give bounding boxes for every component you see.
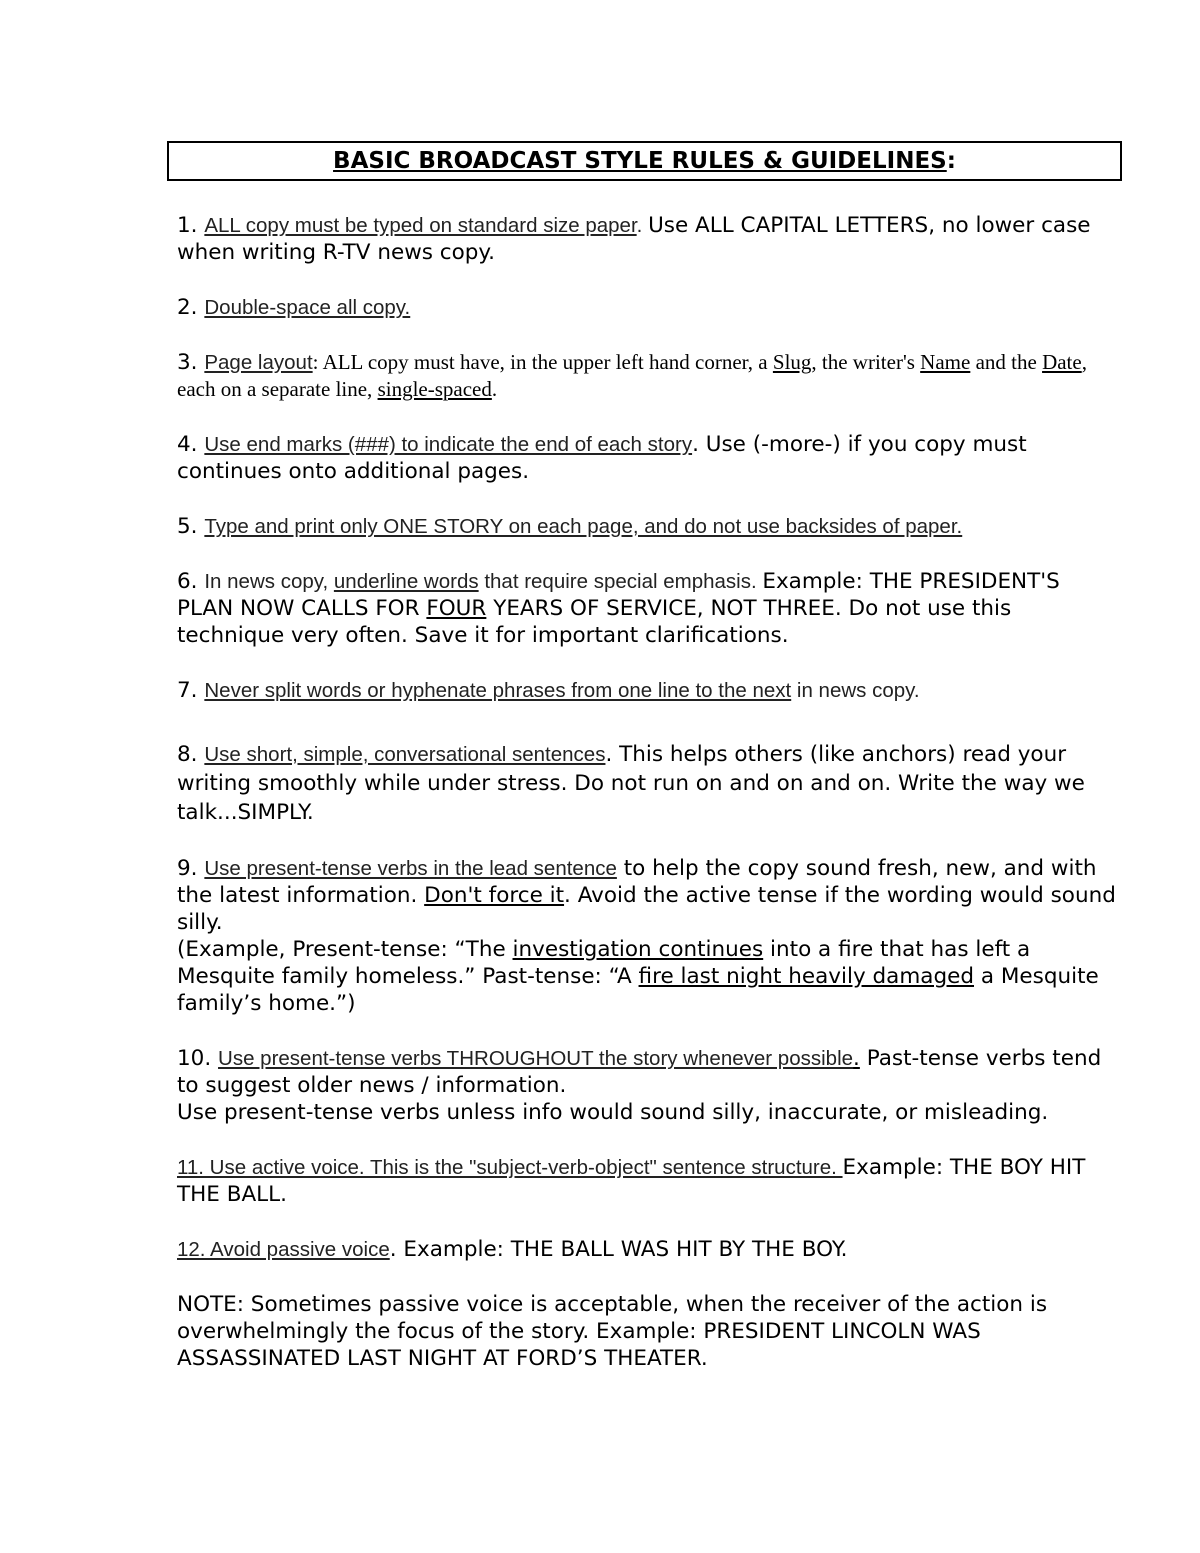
rule-10 — [177, 1045, 1117, 1126]
rule-text: and the — [970, 350, 1043, 374]
rule-number: 9. — [177, 856, 205, 881]
rule-detail: YEARS OF SERVICE, NOT THREE. Do not use this technique very often. Save it for important clarifications. — [177, 596, 1012, 648]
rule-text: , the writer's — [811, 350, 921, 374]
title-text: BASIC BROADCAST STYLE RULES & GUIDELINES — [333, 148, 947, 174]
example-emphasis: fire last night heavily damaged — [638, 964, 974, 989]
slug-term: Slug — [772, 350, 812, 374]
name-term: Name — [920, 350, 971, 374]
rule-detail: . Avoid the active tense if the wording would sound silly. — [177, 883, 1116, 935]
rule-text: . — [636, 214, 649, 237]
rule-heading: 12. Avoid passive voice — [177, 1238, 390, 1261]
rule-3 — [177, 349, 1117, 403]
rule-2 — [177, 294, 1117, 321]
title-colon: : — [946, 148, 956, 174]
rule-6 — [177, 568, 1117, 649]
rule-detail: Past-tense verbs tend to suggest older news / information. — [177, 1046, 1102, 1098]
example-text: into a fire that has left a Mesquite family homeless.” Past-tense: “A — [177, 937, 1031, 989]
rule-detail: Example: THE BOY HIT THE BALL. — [177, 1155, 1086, 1207]
date-term: Date — [1042, 350, 1082, 374]
rule-detail: . Use (-more-) if you copy must continues onto additional pages. — [177, 432, 1027, 484]
rule-heading: underline words — [333, 570, 479, 593]
rule-5 — [177, 513, 1117, 540]
rule-text: , each on a separate line, — [177, 350, 1087, 401]
rule-1 — [177, 212, 1117, 266]
rule-8 — [177, 740, 1117, 827]
rule-detail: . This helps others (like anchors) read your writing smoothly while under stress. Do not run on and on and on. Write the way we talk...SIMPLY. — [177, 742, 1085, 825]
rule-heading: 11. Use active voice. This is the "subject-verb-object" sentence structure. — [177, 1156, 843, 1179]
emphasis-word: FOUR — [426, 596, 487, 621]
rule-text: in news copy. — [791, 679, 920, 702]
rule-number: 7. — [177, 678, 205, 703]
rule-heading: Use end marks (###) to indicate the end of each story — [204, 433, 693, 456]
rule-11 — [177, 1154, 1117, 1208]
page-title — [167, 141, 1122, 181]
rule-heading: Double-space all copy. — [204, 296, 411, 319]
rule-detail: Example: THE PRESIDENT'S PLAN NOW CALLS FOR — [177, 569, 1060, 621]
rule-detail: Use present-tense verbs unless info would sound silly, inaccurate, or misleading. — [177, 1100, 1049, 1125]
rule-number: 8. — [177, 742, 205, 767]
example-text: a Mesquite family’s home.”) — [177, 964, 1099, 1016]
rule-number: 6. — [177, 569, 205, 594]
rule-number: 5. — [177, 514, 205, 539]
rule-number: 3. — [177, 350, 205, 375]
rule-text: : ALL copy must have, in the upper left hand corner, a — [312, 350, 773, 374]
rule-heading: Type and print only ONE STORY on each page, and do not use backsides of paper. — [204, 515, 963, 538]
rule-heading: Use short, simple, conversational sentences — [204, 743, 606, 766]
rule-text: In news copy, — [204, 570, 334, 593]
rule-heading: Use present-tense verbs in the lead sentence — [204, 857, 617, 880]
rule-9 — [177, 855, 1117, 1017]
rule-12 — [177, 1236, 1117, 1263]
rule-text: . — [491, 377, 498, 401]
rule-7 — [177, 677, 1117, 704]
rule-number: 2. — [177, 295, 205, 320]
rules-list — [177, 212, 1117, 1372]
note-paragraph: NOTE: Sometimes passive voice is acceptable, when the receiver of the action is overwhelmingly the focus of the story. Example: PRESIDENT LINCOLN WAS ASSASSINATED LAST NIGHT AT FORD’S THEATER. — [177, 1292, 1048, 1371]
rule-heading: Use present-tense verbs THROUGHOUT the story whenever possible — [218, 1047, 854, 1070]
rule-text: that require special emphasis. — [478, 570, 763, 593]
rule-detail: . Example: THE BALL WAS HIT BY THE BOY. — [389, 1237, 848, 1262]
rule-number: 10. — [177, 1046, 219, 1071]
rule-heading: Page layout — [204, 351, 313, 374]
single-spaced-term: single-spaced — [377, 377, 492, 401]
rule-detail: to help the copy sound fresh, new, and with the latest information. — [177, 856, 1097, 908]
example-text: (Example, Present-tense: “The — [177, 937, 513, 962]
dont-force-it: Don't force it — [424, 883, 565, 908]
rule-4 — [177, 431, 1117, 485]
rule-detail: Use ALL CAPITAL LETTERS, no lower case when writing R-TV news copy. — [177, 213, 1091, 265]
example-emphasis: investigation continues — [512, 937, 764, 962]
rule-heading: Never split words or hyphenate phrases from one line to the next — [204, 679, 792, 702]
rule-number: 4. — [177, 432, 205, 457]
rule-heading: ALL copy must be typed on standard size paper — [204, 214, 637, 237]
rule-number: 1. — [177, 213, 205, 238]
rule-text: . — [853, 1046, 860, 1071]
